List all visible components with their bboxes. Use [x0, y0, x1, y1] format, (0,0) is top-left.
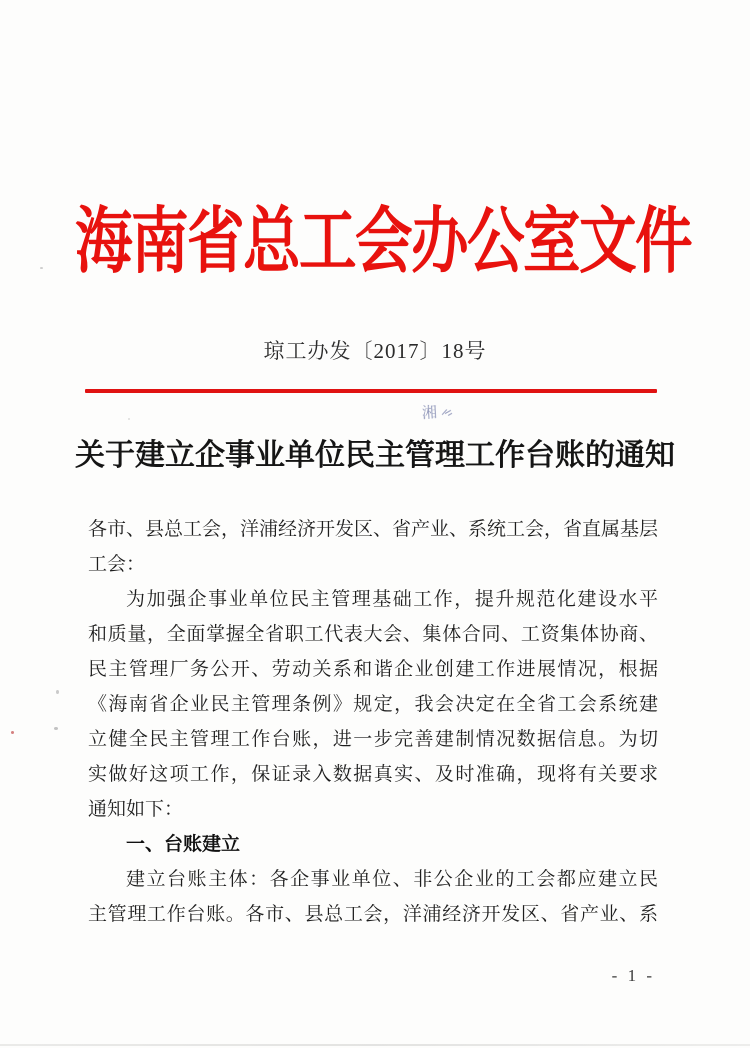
- scan-speck: [56, 690, 59, 694]
- scan-speck: [40, 267, 43, 269]
- section-heading: 一、台账建立: [126, 834, 241, 855]
- document-title: 关于建立企事业单位民主管理工作台账的通知: [75, 439, 675, 472]
- body-line: 建立台账主体：各企事业单位、非公企业的工会都应建立民: [126, 869, 658, 890]
- body-line: 《海南省企业民主管理条例》规定，我会决定在全省工会系统建: [88, 694, 658, 715]
- scan-speck: [128, 418, 130, 420]
- letterhead-title: 海南省总工会办公室文件: [75, 202, 692, 282]
- body-line: 通知如下：: [88, 799, 184, 820]
- body-line: 工会：: [88, 554, 146, 575]
- body-line: 民主管理厂务公开、劳动关系和谐企业创建工作进展情况，根据: [88, 659, 658, 680]
- scan-speck: [54, 727, 58, 730]
- scan-edge-shadow: [0, 1044, 750, 1046]
- scan-speck: [11, 731, 14, 734]
- red-divider-rule: [85, 389, 657, 393]
- body-line: 立健全民主管理工作台账，进一步完善建制情况数据信息。为切: [88, 729, 658, 750]
- document-body: [88, 512, 658, 932]
- page-number: - 1 -: [611, 966, 655, 985]
- stamp-squiggle-icon: [441, 407, 454, 418]
- body-line: 实做好这项工作，保证录入数据真实、及时准确，现将有关要求: [88, 764, 658, 785]
- body-line: 各市、县总工会，洋浦经济开发区、省产业、系统工会，省直属基层: [88, 519, 659, 540]
- stamp-character: 湘: [421, 404, 438, 422]
- body-line: 和质量，全面掌握全省职工代表大会、集体合同、工资集体协商、: [88, 624, 658, 645]
- body-line: 主管理工作台账。各市、县总工会，洋浦经济开发区、省产业、系: [88, 904, 658, 925]
- body-line: 为加强企事业单位民主管理基础工作，提升规范化建设水平: [126, 589, 658, 610]
- document-number: 琼工办发〔2017〕18号: [263, 339, 487, 363]
- stamp-mark: [422, 403, 454, 423]
